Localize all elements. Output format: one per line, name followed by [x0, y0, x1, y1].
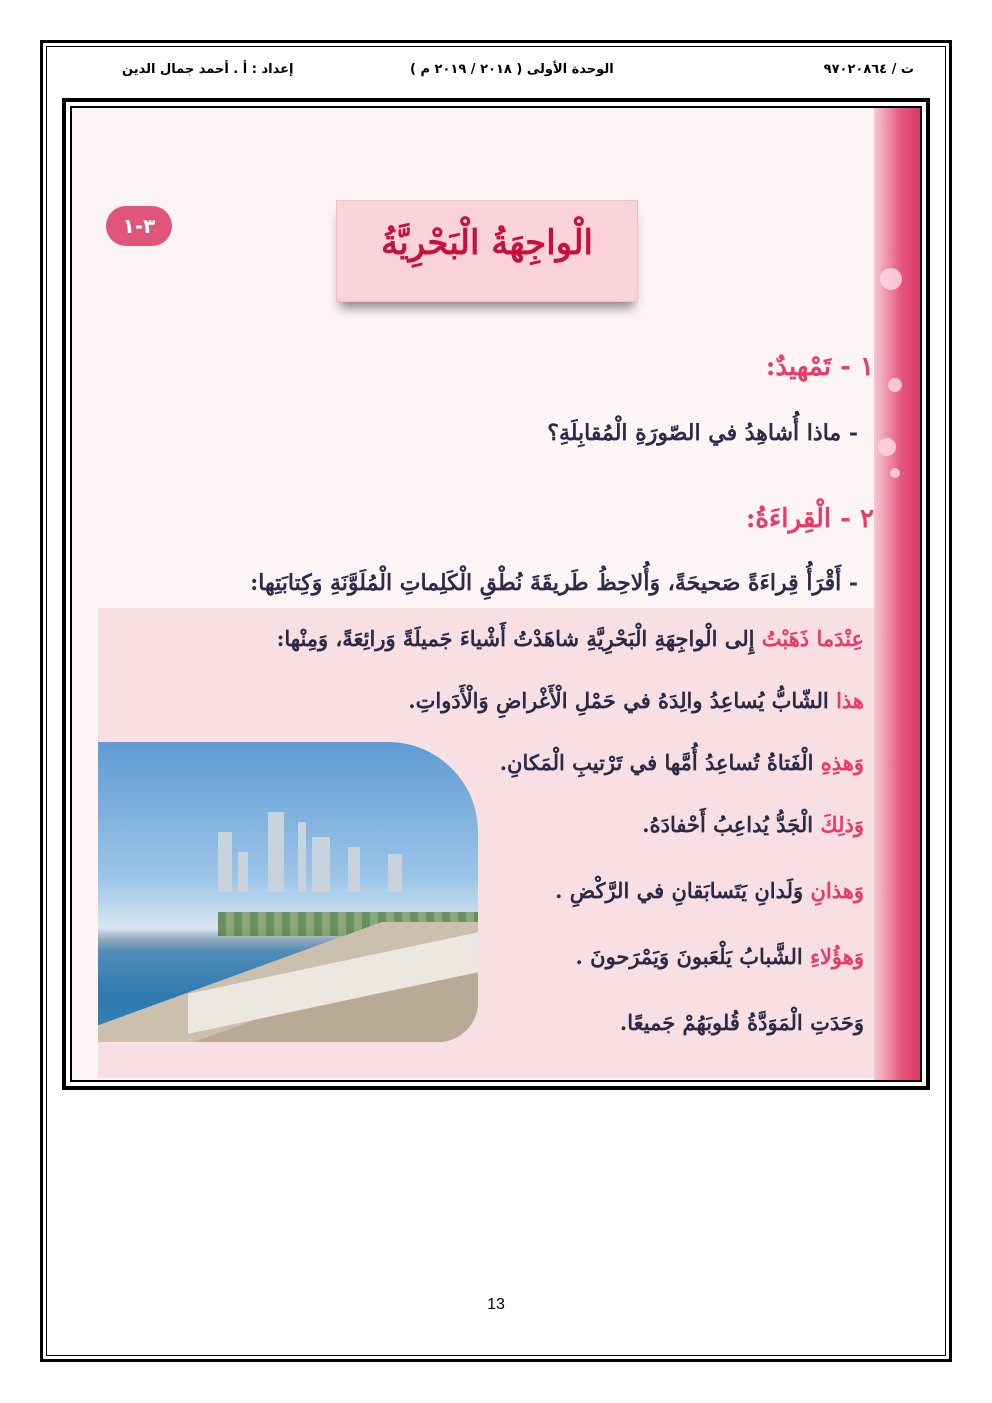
- reading-line: وَهؤُلاءِ الشَّبابُ يَلْعَبونَ وَيَمْرَحونَ .: [575, 944, 864, 969]
- intro-question: - ماذا أُشاهِدُ في الصّورَةِ الْمُقابِلَةِ؟: [547, 420, 858, 446]
- section-heading-intro: ١ - تَمْهيدٌ:: [765, 352, 874, 382]
- phone-label: ت / ٩٧٠٢٠٨٦٤: [823, 62, 914, 77]
- decorative-stripe: [874, 108, 920, 1080]
- reading-line: وَهذِهِ الْفَتاةُ تُساعِدُ أُمَّها في تَرْتيبِ الْمَكانِ.: [499, 750, 864, 775]
- page-number: 13: [487, 1296, 505, 1313]
- page-header: [60, 60, 932, 84]
- section-heading-reading: ٢ - الْقِراءَةُ:: [745, 504, 874, 534]
- lesson-number-badge: ٣-١: [106, 206, 172, 246]
- reading-line: وَهذانِ وَلَدانِ يَتَسابَقانِ في الرَّكْضِ .: [555, 878, 864, 903]
- reading-line: وَحَدَتِ الْمَوَدَّةُ قُلوبَهُمْ جَميعًا.: [619, 1010, 864, 1035]
- lesson-title: الْواجِهَةُ الْبَحْرِيَّةُ: [380, 223, 594, 263]
- reading-line: عِنْدَما ذَهَبْتُ إِلى الْواجِهَةِ الْبَحْرِيَّةِ شاهَدْتُ أَشْياءَ جَميلَةً وَرائِعَةً، وَمِنْها:: [276, 626, 864, 651]
- reading-line: هذا الشّابُّ يُساعِدُ والِدَهُ في حَمْلِ الْأَغْراضِ وَالْأَدَواتِ.: [408, 688, 864, 713]
- waterfront-photo: [98, 742, 478, 1042]
- lesson-image: [70, 106, 922, 1082]
- unit-label: الوحدة الأولى ( ٢٠١٨ / ٢٠١٩ م ): [410, 62, 614, 77]
- reading-line: وَذلِكَ الْجَدُّ يُداعِبُ أَحْفادَهُ.: [642, 812, 864, 837]
- reading-instruction: - أَقْرَأُ قِراءَةً صَحيحَةً، وَأُلاحِظُ طَريقَةَ نُطْقِ الْكَلِماتِ الْمُلَوَّنَةِ وَكِتابَتِها:: [250, 570, 858, 596]
- author-label: إعداد : أ . أحمد جمال الدين: [122, 62, 294, 77]
